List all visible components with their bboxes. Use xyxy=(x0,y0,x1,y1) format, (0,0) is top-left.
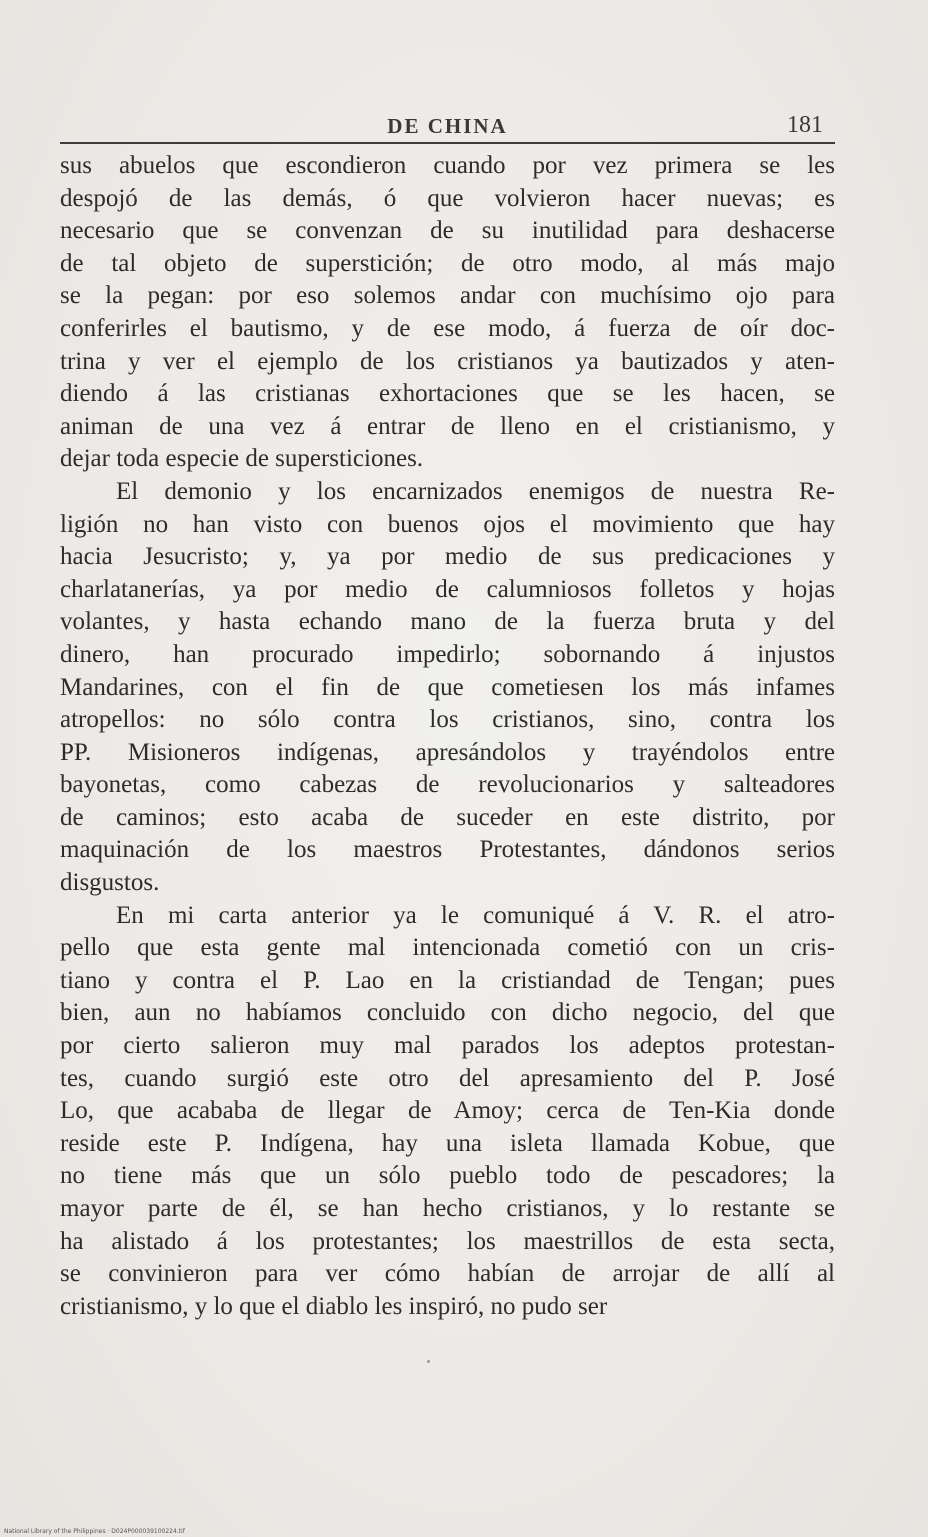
text-line: ha alistado á los protestantes; los maestrillos de esta secta, xyxy=(60,1227,835,1255)
text-line: El demonio y los encarnizados enemigos de nuestra Re- xyxy=(116,477,835,505)
text-line: de caminos; esto acaba de suceder en este distrito, por xyxy=(60,803,835,831)
text-line: maquinación de los maestros Protestantes, dándonos serios xyxy=(60,836,835,864)
text-line: pello que esta gente mal intencionada cometió con un cris- xyxy=(60,934,835,962)
text-line: por cierto salieron muy mal parados los adeptos protestan- xyxy=(60,1032,835,1060)
speck xyxy=(427,1360,430,1363)
text-line: reside este P. Indígena, hay una isleta llamada Kobue, que xyxy=(60,1129,835,1157)
text-line: dinero, han procurado impedirlo; sobornando á injustos xyxy=(60,640,835,668)
text-line: ligión no han visto con buenos ojos el movimiento que hay xyxy=(60,510,835,538)
text-line: no tiene más que un sólo pueblo todo de pescadores; la xyxy=(60,1162,835,1190)
text-line: sus abuelos que escondieron cuando por vez primera se les xyxy=(60,152,835,179)
text-line: animan de una vez á entrar de lleno en el cristianismo, y xyxy=(60,412,835,440)
running-title: DE CHINA xyxy=(387,114,508,138)
paragraph xyxy=(60,900,835,1324)
text-line: bayonetas, como cabezas de revolucionarios y salteadores xyxy=(60,771,835,799)
running-header xyxy=(60,112,835,142)
text-line: trina y ver el ejemplo de los cristianos ya bautizados y aten- xyxy=(60,347,835,375)
text-line: En mi carta anterior ya le comuniqué á V. R. el atro- xyxy=(116,901,835,929)
text-line: dejar toda especie de supersticiones. xyxy=(60,445,424,473)
text-line: hacia Jesucristo; y, ya por medio de sus predicaciones y xyxy=(60,543,835,571)
text-line: Mandarines, con el fin de que cometiesen los más infames xyxy=(60,673,835,701)
text-line: Lo, que acababa de llegar de Amoy; cerca de Ten-Kia donde xyxy=(60,1097,835,1125)
paragraph xyxy=(60,476,835,900)
text-line: despojó de las demás, ó que volvieron hacer nuevas; es xyxy=(60,184,835,212)
text-line: PP. Misioneros indígenas, apresándolos y trayéndolos entre xyxy=(60,738,835,766)
text-line: tes, cuando surgió este otro del apresamiento del P. José xyxy=(60,1064,835,1092)
text-line: de tal objeto de superstición; de otro modo, al más majo xyxy=(60,249,835,277)
text-line: bien, aun no habíamos concluido con dicho negocio, del que xyxy=(60,999,835,1027)
paragraph xyxy=(60,150,835,476)
text-line: disgustos. xyxy=(60,869,160,897)
text-line: mayor parte de él, se han hecho cristianos, y lo restante se xyxy=(60,1195,835,1222)
page-number: 181 xyxy=(787,112,823,138)
text-line: charlatanerías, ya por medio de calumniosos folletos y hojas xyxy=(60,575,835,603)
header-rule xyxy=(60,142,835,144)
text-line: atropellos: no sólo contra los cristianos, sino, contra los xyxy=(60,706,835,734)
text-line: tiano y contra el P. Lao en la cristiandad de Tengan; pues xyxy=(60,966,835,994)
text-line: diendo á las cristianas exhortaciones que se les hacen, se xyxy=(60,380,835,408)
text-line: se convinieron para ver cómo habían de arrojar de allí al xyxy=(60,1260,835,1288)
text-line: se la pegan: por eso solemos andar con muchísimo ojo para xyxy=(60,282,835,310)
text-line: cristianismo, y lo que el diablo les inspiró, no pudo ser xyxy=(60,1292,608,1320)
body-text xyxy=(60,150,835,1323)
text-line: conferirles el bautismo, y de ese modo, á fuerza de oír doc- xyxy=(60,314,835,342)
text-line: volantes, y hasta echando mano de la fuerza bruta y del xyxy=(60,608,835,636)
text-line: necesario que se convenzan de su inutilidad para deshacerse xyxy=(60,217,835,245)
scan-credit: National Library of the Philippines · D024P000039100224.tif xyxy=(4,1528,185,1535)
